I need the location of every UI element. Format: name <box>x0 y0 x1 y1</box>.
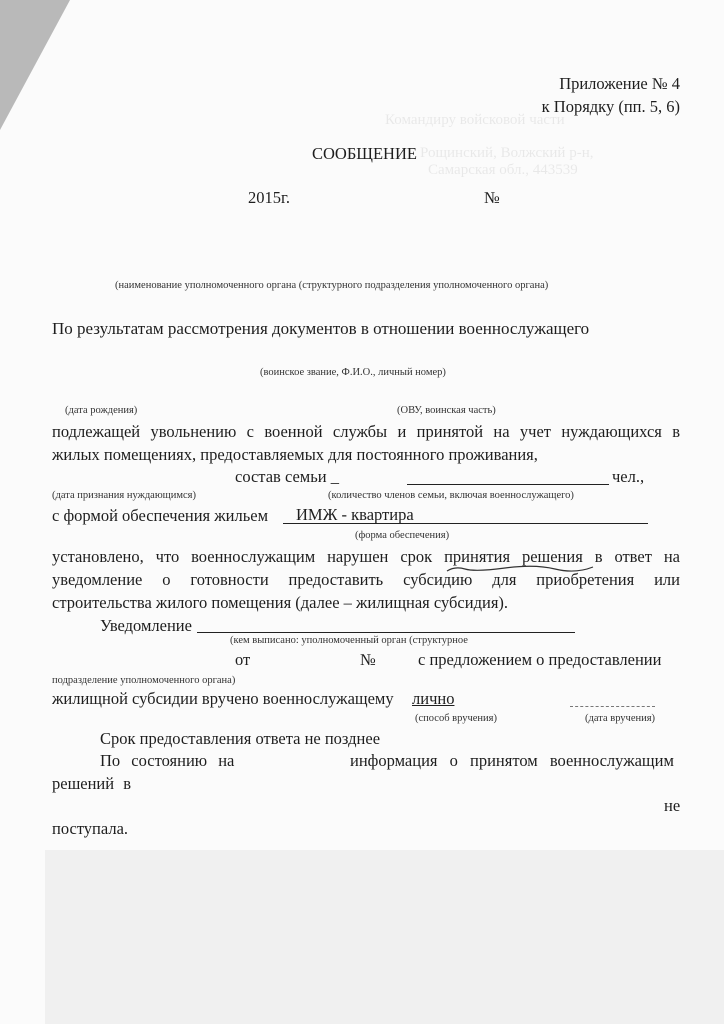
family-unit: чел., <box>612 467 645 486</box>
notice-issuer-field <box>197 632 575 633</box>
show-through-address-1: Рощинский, Волжский р-н, <box>420 145 594 161</box>
delivery-method-value: лично <box>412 689 455 708</box>
family-count-field <box>407 484 609 485</box>
status-prefix: По состоянию на <box>100 751 235 770</box>
family-label: состав семьи _ <box>235 467 339 486</box>
from-label: от <box>235 650 251 669</box>
scan-lower-shade <box>45 850 724 1024</box>
caption-delivery-method: (способ вручения) <box>415 713 497 724</box>
caption-unit: (ОВУ, воинская часть) <box>397 405 496 416</box>
appendix-label: Приложение № 4 <box>559 74 680 93</box>
body-line-2: жилых помещениях, предоставляемых для постоянного проживания, <box>52 445 538 464</box>
notice-number-label: № <box>360 650 376 669</box>
caption-rank-name: (воинское звание, Ф.И.О., личный номер) <box>260 367 446 378</box>
scan-page-fold <box>0 0 70 130</box>
caption-family-count: (количество членов семьи, включая военнослужащего) <box>328 490 574 501</box>
not-text: не <box>664 796 681 815</box>
document-title: СООБЩЕНИЕ <box>312 144 417 163</box>
caption-delivery-date: (дата вручения) <box>585 713 656 724</box>
notice-label: Уведомление <box>100 616 192 635</box>
show-through-address-2: Самарская обл., 443539 <box>428 162 578 178</box>
caption-recognition-date: (дата признания нуждающимся) <box>52 490 197 501</box>
housing-label: с формой обеспечения жильем <box>52 506 269 525</box>
order-reference: к Порядку (пп. 5, 6) <box>541 97 680 116</box>
delivery-date-field <box>570 706 655 707</box>
offer-text: с предложением о предоставлении <box>418 650 662 669</box>
housing-value: ИМЖ - квартира <box>296 505 414 524</box>
caption-issued-by-2: подразделение уполномоченного органа) <box>52 675 236 686</box>
finding-line-1: установлено, что военнослужащим нарушен срок принятия решения в ответ на <box>52 547 680 566</box>
delivered-text: жилищной субсидии вручено военнослужащему <box>52 689 394 708</box>
received-text: поступала. <box>52 819 129 838</box>
number-label: № <box>484 188 500 207</box>
caption-housing-form: (форма обеспечения) <box>355 530 450 541</box>
caption-issued-by-1: (кем выписано: уполномоченный орган (структурное <box>230 635 468 646</box>
status-info: информация о принятом военнослужащим <box>350 751 674 770</box>
year-label: 2015г. <box>248 188 291 207</box>
intro-text: По результатам рассмотрения документов в отношении военнослужащего <box>52 319 590 338</box>
show-through-addressee: Командиру войсковой части <box>385 112 565 128</box>
caption-birth-date: (дата рождения) <box>65 405 138 416</box>
finding-line-2: уведомление о готовности предоставить субсидию для приобретения или <box>52 570 680 589</box>
decisions-text: решений в <box>52 774 132 793</box>
body-line-1: подлежащей увольнению с военной службы и принятой на учет нуждающихся в <box>52 422 680 441</box>
deadline-text: Срок предоставления ответа не позднее <box>100 729 381 748</box>
finding-line-3: строительства жилого помещения (далее – жилищная субсидия). <box>52 593 509 612</box>
caption-authority: (наименование уполномоченного органа (структурного подразделения уполномоченного органа) <box>115 280 549 291</box>
